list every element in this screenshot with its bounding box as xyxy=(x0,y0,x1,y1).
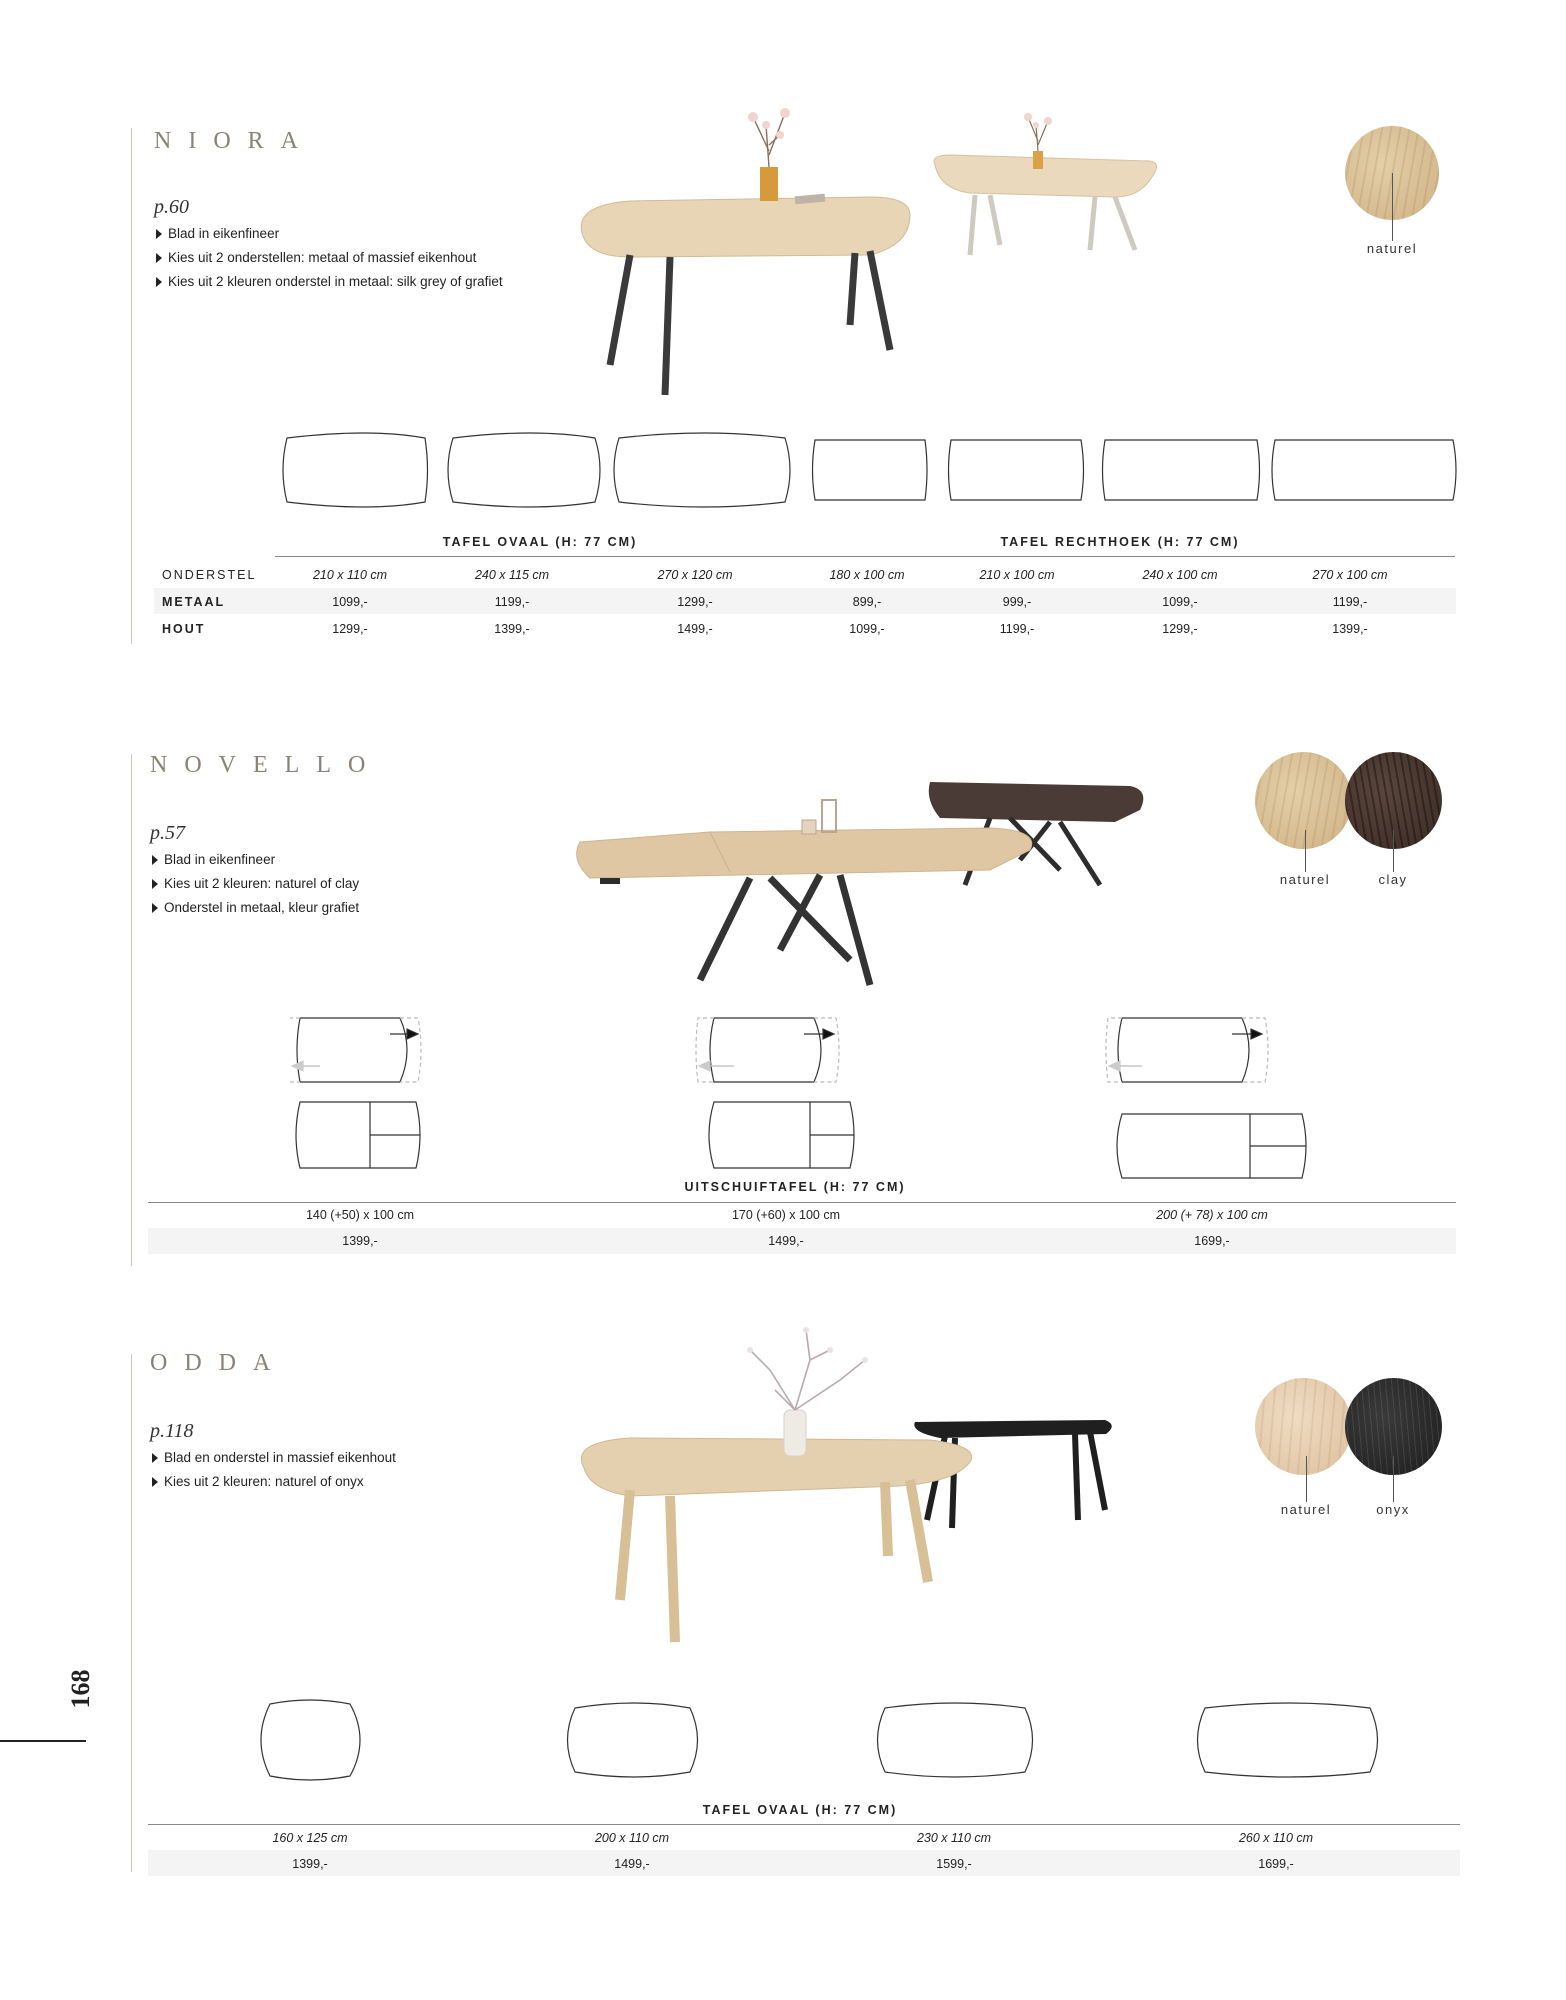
shape-rect-240 xyxy=(1103,440,1260,500)
size-cell: 140 (+50) x 100 cm xyxy=(305,1208,415,1222)
feature-item: Blad in eikenfineer xyxy=(150,848,359,872)
extension-diagrams-novello xyxy=(290,1010,1320,1190)
section-divider xyxy=(131,128,132,644)
size-cell: 230 x 110 cm xyxy=(916,1831,992,1845)
product-photo-niora xyxy=(570,105,1170,415)
size-cell: 160 x 125 cm xyxy=(272,1831,348,1845)
feature-list xyxy=(154,222,503,294)
feature-list xyxy=(150,848,359,920)
table-shapes-niora xyxy=(275,430,1460,515)
price-cell: 1199,- xyxy=(494,595,530,609)
row-label-metaal: METAAL xyxy=(162,595,226,609)
row-label-hout: HOUT xyxy=(162,622,206,636)
section-divider xyxy=(131,754,132,1266)
group-heading: UITSCHUIFTAFEL (H: 77 CM) xyxy=(684,1180,906,1194)
size-cell: 270 x 120 cm xyxy=(657,568,733,582)
section-title: NIORA xyxy=(154,128,315,154)
product-photo-odda xyxy=(570,1320,1130,1660)
size-cell: 270 x 100 cm xyxy=(1312,568,1388,582)
table-shapes-odda xyxy=(255,1698,1385,1784)
section-title: ODDA xyxy=(150,1350,288,1376)
price-cell: 999,- xyxy=(1002,595,1032,609)
size-cell: 210 x 100 cm xyxy=(979,568,1055,582)
size-cell: 200 x 110 cm xyxy=(594,1831,670,1845)
swatch-label: onyx xyxy=(1376,1502,1410,1517)
feature-item: Kies uit 2 kleuren: naturel of onyx xyxy=(150,1470,396,1494)
shape-oval-270 xyxy=(614,433,790,507)
shape-rect-270 xyxy=(1272,440,1456,500)
feature-list xyxy=(150,1446,396,1494)
price-cell: 1599,- xyxy=(936,1857,972,1871)
extension-diagram-140 xyxy=(290,1018,421,1168)
feature-item: Blad in eikenfineer xyxy=(154,222,503,246)
size-cell: 170 (+60) x 100 cm xyxy=(731,1208,841,1222)
feature-item: Kies uit 2 kleuren onderstel in metaal: silk grey of grafiet xyxy=(154,270,503,294)
price-cell: 1399,- xyxy=(1332,622,1368,636)
price-cell: 1699,- xyxy=(1258,1857,1294,1871)
shape-rect-210 xyxy=(949,440,1084,500)
extension-diagram-200 xyxy=(1106,1018,1306,1178)
price-cell: 1199,- xyxy=(999,622,1035,636)
page-number-rule xyxy=(0,1740,86,1742)
size-cell: 210 x 110 cm xyxy=(312,568,388,582)
shape-oval-260 xyxy=(1198,1703,1378,1777)
swatch-label: naturel xyxy=(1280,1502,1332,1517)
shape-rect-180 xyxy=(813,440,928,500)
size-cell: 260 x 110 cm xyxy=(1238,1831,1314,1845)
price-cell: 1099,- xyxy=(332,595,368,609)
color-swatch-naturel xyxy=(1255,752,1352,849)
price-cell: 1299,- xyxy=(677,595,713,609)
section-divider xyxy=(131,1354,132,1872)
price-cell: 1399,- xyxy=(494,622,530,636)
price-cell: 1199,- xyxy=(1332,595,1368,609)
swatch-leader-line xyxy=(1392,173,1393,241)
feature-item: Onderstel in metaal, kleur grafiet xyxy=(150,896,359,920)
price-cell: 1299,- xyxy=(332,622,368,636)
swatch-leader-line xyxy=(1305,830,1306,872)
shape-oval-230 xyxy=(878,1703,1033,1777)
shape-oval-240 xyxy=(448,433,600,507)
price-cell: 1299,- xyxy=(1162,622,1198,636)
swatch-leader-line xyxy=(1306,1456,1307,1502)
price-cell: 1499,- xyxy=(677,622,713,636)
size-cell: 200 (+ 78) x 100 cm xyxy=(1156,1208,1268,1222)
price-cell: 1499,- xyxy=(614,1857,650,1871)
size-cell: 240 x 115 cm xyxy=(474,568,550,582)
page-reference: p.60 xyxy=(154,196,189,218)
table-rule xyxy=(148,1202,1456,1203)
feature-item: Kies uit 2 onderstellen: metaal of massief eikenhout xyxy=(154,246,503,270)
page-number: 168 xyxy=(66,1669,95,1709)
section-title: NOVELLO xyxy=(150,752,383,778)
price-cell: 1099,- xyxy=(849,622,885,636)
price-cell: 899,- xyxy=(852,595,882,609)
table-rule xyxy=(148,1824,1460,1825)
swatch-leader-line xyxy=(1393,1456,1394,1502)
price-cell: 1399,- xyxy=(342,1234,378,1248)
shape-oval-200 xyxy=(568,1703,698,1777)
swatch-label: naturel xyxy=(1366,241,1418,256)
color-swatch-naturel xyxy=(1255,1378,1352,1475)
group-heading: TAFEL OVAAL (H: 77 CM) xyxy=(702,1803,898,1817)
price-cell: 1699,- xyxy=(1194,1234,1230,1248)
price-cell: 1499,- xyxy=(768,1234,804,1248)
swatch-leader-line xyxy=(1393,830,1394,872)
swatch-label: clay xyxy=(1378,872,1408,887)
swatch-label: naturel xyxy=(1279,872,1331,887)
page-reference: p.57 xyxy=(150,822,185,844)
feature-item: Kies uit 2 kleuren: naturel of clay xyxy=(150,872,359,896)
size-cell: 240 x 100 cm xyxy=(1142,568,1218,582)
price-cell: 1399,- xyxy=(292,1857,328,1871)
shape-oval-160 xyxy=(261,1700,360,1780)
row-label-onderstel: ONDERSTEL xyxy=(162,568,257,582)
group-heading-oval: TAFEL OVAAL (H: 77 CM) xyxy=(442,535,638,549)
product-photo-novello xyxy=(570,760,1170,990)
price-cell: 1099,- xyxy=(1162,595,1198,609)
extension-diagram-170 xyxy=(696,1018,854,1168)
size-cell: 180 x 100 cm xyxy=(829,568,905,582)
shape-oval-210 xyxy=(283,433,428,507)
feature-item: Blad en onderstel in massief eikenhout xyxy=(150,1446,396,1470)
page-reference: p.118 xyxy=(150,1420,194,1442)
table-rule xyxy=(275,556,1455,557)
group-heading-rect: TAFEL RECHTHOEK (H: 77 CM) xyxy=(1000,535,1240,549)
